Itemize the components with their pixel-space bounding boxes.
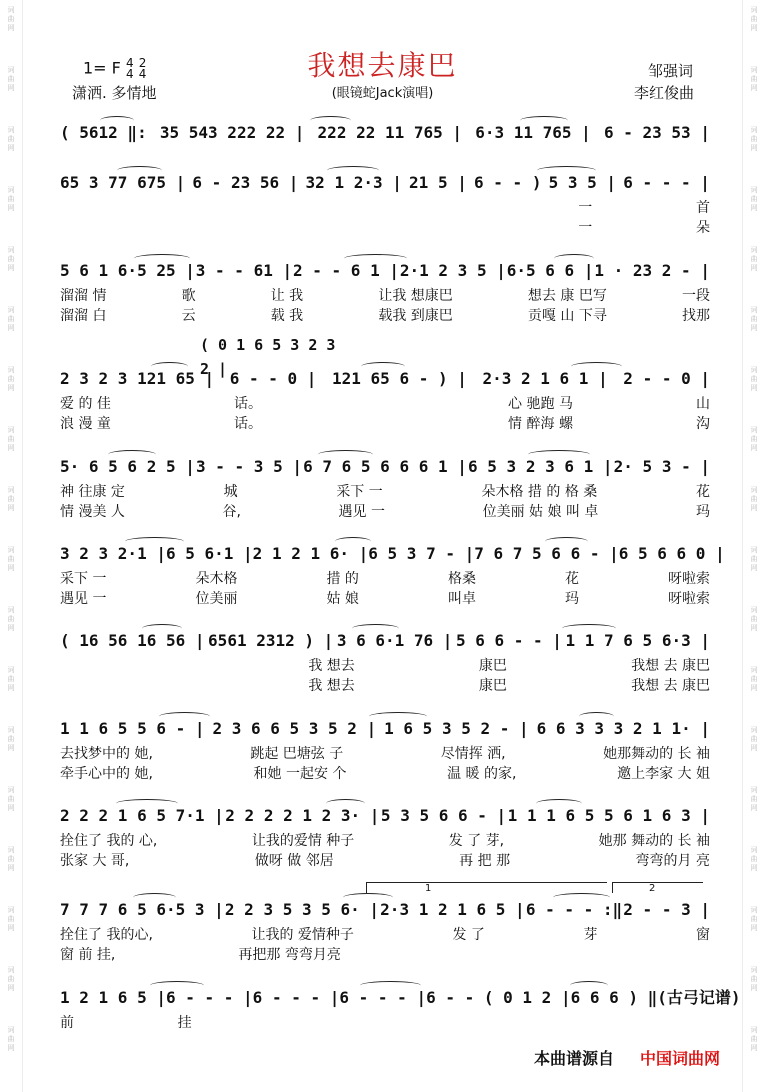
watermark-mark: 词 曲 网 (750, 486, 758, 512)
lyric-segment: 采下 一 (336, 484, 383, 500)
lyric-line-1 (60, 482, 710, 502)
lyric-segment: 云 (181, 308, 196, 324)
measure: 6 - 23 53 | (603, 123, 710, 142)
measure: 2 2 2 1 6 5 7·1 | (60, 806, 224, 825)
watermark-mark: 词 曲 网 (7, 846, 15, 872)
lyric-segment: 一 (578, 200, 593, 216)
left-watermark-strip (0, 0, 23, 1092)
watermark-mark: 词 曲 网 (7, 306, 15, 332)
watermark-mark: 词 曲 网 (7, 246, 15, 272)
watermark-mark: 词 曲 网 (750, 246, 758, 272)
lyric-line-2 (60, 414, 710, 434)
lyricist-credit: 邹强词 (648, 62, 694, 80)
score-system (60, 454, 710, 534)
watermark-mark: 词 曲 网 (750, 726, 758, 752)
lyric-line-1 (60, 656, 710, 676)
watermark-mark: 词 曲 网 (750, 306, 758, 332)
slur-arc (116, 799, 178, 808)
measure: 1 1 6 5 5 6 - | (60, 719, 205, 738)
measure: 6 - - - | (252, 988, 340, 1007)
slur-arc (134, 254, 190, 263)
slur-arc (318, 450, 373, 459)
lyric-segment: 城 (223, 484, 238, 500)
lyric-segment: 张家 大 哥, (60, 853, 130, 869)
watermark-mark: 词 曲 网 (750, 546, 758, 572)
lyric-segment: 呀啦索 (667, 591, 710, 607)
watermark-mark: 词 曲 网 (750, 186, 758, 212)
lyric-segment: 溜溜 情 (60, 288, 107, 304)
slur-arc (151, 362, 188, 371)
lyric-segment: 位美丽 姑 娘 叫 卓 (482, 504, 599, 520)
watermark-mark: 词 曲 网 (750, 366, 758, 392)
lyric-line-2 (60, 589, 710, 609)
lyric-segment: 做呀 做 邻居 (254, 853, 334, 869)
score-system (60, 803, 710, 883)
lyric-line-1 (60, 831, 710, 851)
lyric-segment: 位美丽 (195, 591, 238, 607)
watermark-mark: 词 曲 网 (750, 966, 758, 992)
lyric-line-2 (60, 306, 710, 326)
measure: 6 5 3 2 3 6 1 | (468, 457, 613, 476)
lyric-segment: 跳起 巴塘弦 子 (250, 746, 344, 762)
measure: 6 6 3 3 3 2 1 1· | (536, 719, 710, 738)
lyric-segment: 山 (696, 396, 710, 412)
watermark-mark: 词 曲 网 (7, 786, 15, 812)
lyric-segment: 我 想去 (308, 678, 355, 694)
lyric-segment: 和她 一起安 个 (253, 766, 347, 782)
lyric-segment: 神 往康 定 (60, 484, 125, 500)
lyric-line-2 (60, 945, 710, 965)
right-watermark-strip (742, 0, 765, 1092)
watermark-mark: 词 曲 网 (7, 366, 15, 392)
lyric-segment: 我 想去 (308, 658, 355, 674)
measure: 5 6 1 6·5 25 | (60, 261, 195, 280)
watermark-mark: 词 曲 网 (750, 906, 758, 932)
key-and-meter (83, 58, 146, 80)
measure: 3 2 3 2·1 | (60, 544, 166, 563)
measure: 1 1 1 6 5 5 6 1 6 3 | (507, 806, 710, 825)
watermark-mark: 词 曲 网 (7, 6, 15, 32)
lyric-segment: 康巴 (478, 658, 507, 674)
measure: 1 · 23 2 - | (594, 261, 710, 280)
lyric-segment: 温 暖 的家, (447, 766, 517, 782)
lyric-segment: 我想 去 康巴 (631, 658, 710, 674)
measure: 5 3 5 6 6 - | (380, 806, 507, 825)
measure: 2 1 2 1 6· | (252, 544, 369, 563)
score-system (60, 897, 710, 977)
slur-arc (545, 537, 588, 546)
watermark-mark: 词 曲 网 (750, 426, 758, 452)
score-system (60, 170, 710, 250)
lyric-segment: 叫卓 (447, 591, 476, 607)
lyric-segment: 浪 漫 童 (60, 416, 111, 432)
lyric-segment: 她那舞动的 长 袖 (603, 746, 710, 762)
measure: 35 543 222 22 | (159, 123, 305, 142)
measure: 6561 2312 ) | (208, 631, 334, 650)
measure: 6 - - ) (474, 173, 542, 192)
slur-arc (343, 893, 393, 902)
watermark-mark: 词 曲 网 (7, 426, 15, 452)
lyric-segment: 格桑 (447, 571, 476, 587)
slur-arc (570, 981, 608, 990)
watermark-mark: 词 曲 网 (750, 1026, 758, 1052)
lyric-segment: 情 醉海 螺 (508, 416, 573, 432)
measure: 6 - - - | (623, 173, 710, 192)
lyric-segment: 窗 前 挂, (60, 947, 116, 963)
measure: 6·5 6 6 | (506, 261, 594, 280)
slur-arc (142, 624, 182, 633)
lyric-segment: 她那 舞动的 长 袖 (598, 833, 710, 849)
lyric-segment: 载我 到康巴 (378, 308, 453, 324)
lyric-segment: 前 (60, 1015, 74, 1031)
measure: 5 6 6 - - | (455, 631, 562, 650)
slur-arc (117, 166, 162, 175)
notation-line (60, 120, 710, 146)
lyric-segment: 贡嘎 山 下寻 (527, 308, 607, 324)
lyric-segment: 康巴 (478, 678, 507, 694)
lyric-segment: 窗 (696, 927, 710, 943)
measure: 1 2 1 6 5 | (60, 988, 166, 1007)
lyric-segment: 拴住了 我的 心, (60, 833, 158, 849)
watermark-mark: 词 曲 网 (750, 666, 758, 692)
measure: 2 2 3 5 3 5 6· | (224, 900, 380, 919)
slur-arc (100, 116, 134, 125)
slur-arc (553, 893, 610, 902)
lyric-line-1 (60, 569, 710, 589)
lyric-segment: 朵 (695, 220, 710, 236)
lyric-line-1 (60, 286, 710, 306)
lyric-line-2 (60, 764, 710, 784)
slur-arc (520, 116, 568, 125)
measure: ( 16 56 16 56 | (60, 631, 205, 650)
lyric-segment: 玛 (564, 591, 579, 607)
measure: 6 - - 0 | (229, 369, 317, 388)
volta-1 (366, 882, 607, 893)
watermark-mark: 词 曲 网 (750, 846, 758, 872)
lyric-segment: 话。 (233, 416, 262, 432)
slur-arc (310, 116, 351, 125)
measure: 5 3 5 | (548, 173, 617, 192)
measure: 6·3 11 765 | (475, 123, 591, 142)
slur-arc (528, 450, 590, 459)
slur-arc (335, 537, 371, 546)
lyric-segment: 歌 (181, 288, 196, 304)
measure: 6 5 6 6 0 | (618, 544, 725, 563)
measure: (古弓记谱) (657, 988, 741, 1007)
site-link[interactable]: 中国词曲网 (640, 1049, 721, 1068)
measure: 3 - - 3 5 | (196, 457, 302, 476)
lyric-segment: 载 我 (270, 308, 304, 324)
measure: 6 - 23 56 | (192, 173, 299, 192)
lyric-segment: 遇见 一 (60, 591, 107, 607)
lyric-segment: 发 了 芽, (448, 833, 505, 849)
volta-2-label: 2 (649, 883, 656, 894)
measure: 2 3 2 3 121 65 | (60, 369, 215, 388)
measure: 6 - - ( 0 1 2 | (426, 988, 571, 1007)
lyric-segment: 芽 (583, 927, 598, 943)
watermark-mark: 词 曲 网 (7, 126, 15, 152)
slur-arc (108, 450, 156, 459)
slur-arc (536, 799, 582, 808)
lyric-segment: 花 (564, 571, 579, 587)
measure: 3 6 6·1 76 | (336, 631, 453, 650)
slur-arc (361, 362, 405, 371)
lyric-segment: 让我的 爱情种子 (251, 927, 354, 943)
watermark-mark: 词 曲 网 (750, 606, 758, 632)
lyric-segment: 采下 一 (60, 571, 107, 587)
lyric-segment: 心 驰跑 马 (508, 396, 573, 412)
measure: 6 6 6 ) ‖ (570, 988, 658, 1007)
lyric-segment: 我想 去 康巴 (631, 678, 710, 694)
lyric-segment: 邀上李家 大 姐 (617, 766, 710, 782)
lyric-segment: 朵木格 (195, 571, 238, 587)
slur-arc (554, 254, 594, 263)
watermark-mark: 词 曲 网 (750, 6, 758, 32)
composer-credit: 李红俊曲 (634, 84, 695, 102)
measure: 2 2 2 2 1 2 3· | (225, 806, 380, 825)
lyric-segment: 遇见 一 (338, 504, 385, 520)
slur-arc (159, 712, 210, 721)
measure: 2 - - 0 | (623, 369, 710, 388)
volta-1-label: 1 (425, 883, 432, 894)
lyric-segment: 情 漫美 人 (60, 504, 125, 520)
source-note: 本曲谱源自 (534, 1049, 615, 1068)
measure: 32 1 2·3 | (305, 173, 402, 192)
measure: 2 - - 6 1 | (293, 261, 399, 280)
measure: 2·3 1 2 1 6 5 | (380, 900, 525, 919)
lyric-segment: 尽情挥 洒, (440, 746, 506, 762)
watermark-mark: 词 曲 网 (7, 186, 15, 212)
watermark-mark: 词 曲 网 (7, 906, 15, 932)
lyric-segment: 让我 想康巴 (378, 288, 453, 304)
song-title: 我想去康巴 (307, 49, 458, 82)
measure: 6 5 3 7 - | (368, 544, 475, 563)
watermark-mark: 词 曲 网 (750, 786, 758, 812)
slur-arc (326, 799, 365, 808)
lyric-segment: 一段 (681, 288, 710, 304)
measure: 121 65 6 - ) | (332, 369, 467, 388)
lyric-line-1 (60, 925, 710, 945)
lyric-line-1 (60, 1013, 710, 1033)
key-signature: 1= F (83, 58, 121, 78)
lyric-segment: 牵手心中的 她, (60, 766, 153, 782)
lyric-segment: 朵木格 措 的 格 桑 (481, 484, 598, 500)
watermark-mark: 词 曲 网 (7, 606, 15, 632)
slur-arc (327, 166, 379, 175)
lyric-line-2 (60, 218, 710, 238)
slur-arc (562, 624, 616, 633)
lyric-segment: 首 (695, 200, 710, 216)
lyric-segment: 让我的爱情 种子 (251, 833, 355, 849)
measure: ( 5612 ‖: (60, 123, 147, 142)
lyric-line-2 (60, 676, 710, 696)
lyric-segment: 花 (695, 484, 710, 500)
lyric-segment: 姑 娘 (326, 591, 359, 607)
measure: 1 1 7 6 5 6·3 | (565, 631, 710, 650)
lyric-segment: 爱 的 佳 (60, 396, 111, 412)
measure: 6 5 6·1 | (165, 544, 253, 563)
measure: 2· 5 3 - | (613, 457, 710, 476)
lyric-segment: 想去 康 巴写 (527, 288, 607, 304)
watermark-mark: 词 曲 网 (7, 1026, 15, 1052)
watermark-mark: 词 曲 网 (7, 66, 15, 92)
tempo-marking: 潇洒. 多情地 (72, 84, 157, 102)
lyric-line-1 (60, 394, 710, 414)
singer-credit: (眼镜蛇Jack演唱) (331, 86, 434, 101)
measure: 6 - - - | (165, 988, 253, 1007)
lyric-segment: 发 了 (452, 927, 485, 943)
slur-arc (344, 254, 407, 263)
slur-arc (133, 893, 176, 902)
lyric-segment: 再把那 弯弯月亮 (238, 947, 341, 963)
volta-2 (612, 882, 703, 893)
lyric-segment: 让 我 (270, 288, 304, 304)
lyric-line-2 (60, 502, 710, 522)
prelude-line: ( 0 1 6 5 3 2 3 2 | (200, 336, 336, 378)
measure: 2 3 6 6 5 3 5 2 | (212, 719, 377, 738)
measure: 6 7 6 5 6 6 6 1 | (303, 457, 467, 476)
lyric-line-1 (60, 198, 710, 218)
watermark-mark: 词 曲 网 (7, 966, 15, 992)
score-system (60, 258, 710, 338)
score-system (60, 716, 710, 796)
measure: 7 7 7 6 5 6·5 3 | (60, 900, 224, 919)
lyric-segment: 玛 (696, 504, 710, 520)
measure: 65 3 77 675 | (60, 173, 186, 192)
lyric-segment: 沟 (696, 416, 710, 432)
slur-arc (150, 981, 204, 990)
slur-arc (579, 712, 614, 721)
measure: 3 - - 61 | (195, 261, 293, 280)
lyric-segment: 话。 (233, 396, 262, 412)
score-system (60, 628, 710, 708)
lyric-line-2 (60, 851, 710, 871)
lyric-segment: 弯弯的月 亮 (635, 853, 710, 869)
measure: 2·1 2 3 5 | (399, 261, 506, 280)
measure: 6 - - - | (339, 988, 427, 1007)
lyric-segment: 一 (578, 220, 593, 236)
watermark-mark: 词 曲 网 (7, 546, 15, 572)
lyric-segment: 拴住了 我的心, (60, 927, 153, 943)
meter-4-4: 4 4 (125, 56, 134, 81)
slur-arc (125, 537, 184, 546)
lyric-segment: 去找梦中的 她, (60, 746, 153, 762)
measure: 2 - - 3 | (623, 900, 710, 919)
watermark-mark: 词 曲 网 (750, 126, 758, 152)
lyric-segment: 找那 (681, 308, 710, 324)
measure: 21 5 | (409, 173, 467, 192)
lyric-segment: 呀啦索 (667, 571, 710, 587)
lyric-segment: 溜溜 白 (60, 308, 107, 324)
lyric-line-1 (60, 744, 710, 764)
lyric-segment: 挂 (177, 1015, 192, 1031)
measure: 222 22 11 765 | (317, 123, 463, 142)
lyric-segment: 谷, (222, 504, 241, 520)
notation-line (60, 454, 710, 480)
slur-arc (369, 712, 427, 721)
measure: 6 - - - :‖ (525, 900, 623, 919)
measure: 5· 6 5 6 2 5 | (60, 457, 195, 476)
meter-2-4: 2 4 (138, 56, 147, 81)
measure: 7 6 7 5 6 6 - | (474, 544, 619, 563)
slur-arc (360, 981, 421, 990)
slur-arc (571, 362, 622, 371)
lyric-segment: 措 的 (326, 571, 359, 587)
watermark-mark: 词 曲 网 (750, 66, 758, 92)
score-system (60, 366, 710, 446)
lyric-segment: 再 把 那 (459, 853, 511, 869)
slur-arc (352, 624, 399, 633)
slur-arc (537, 166, 596, 175)
score-system (60, 541, 725, 621)
watermark-mark: 词 曲 网 (7, 726, 15, 752)
watermark-mark: 词 曲 网 (7, 666, 15, 692)
watermark-mark: 词 曲 网 (7, 486, 15, 512)
measure: 2·3 2 1 6 1 | (482, 369, 608, 388)
measure: 1 6 5 3 5 2 - | (384, 719, 529, 738)
